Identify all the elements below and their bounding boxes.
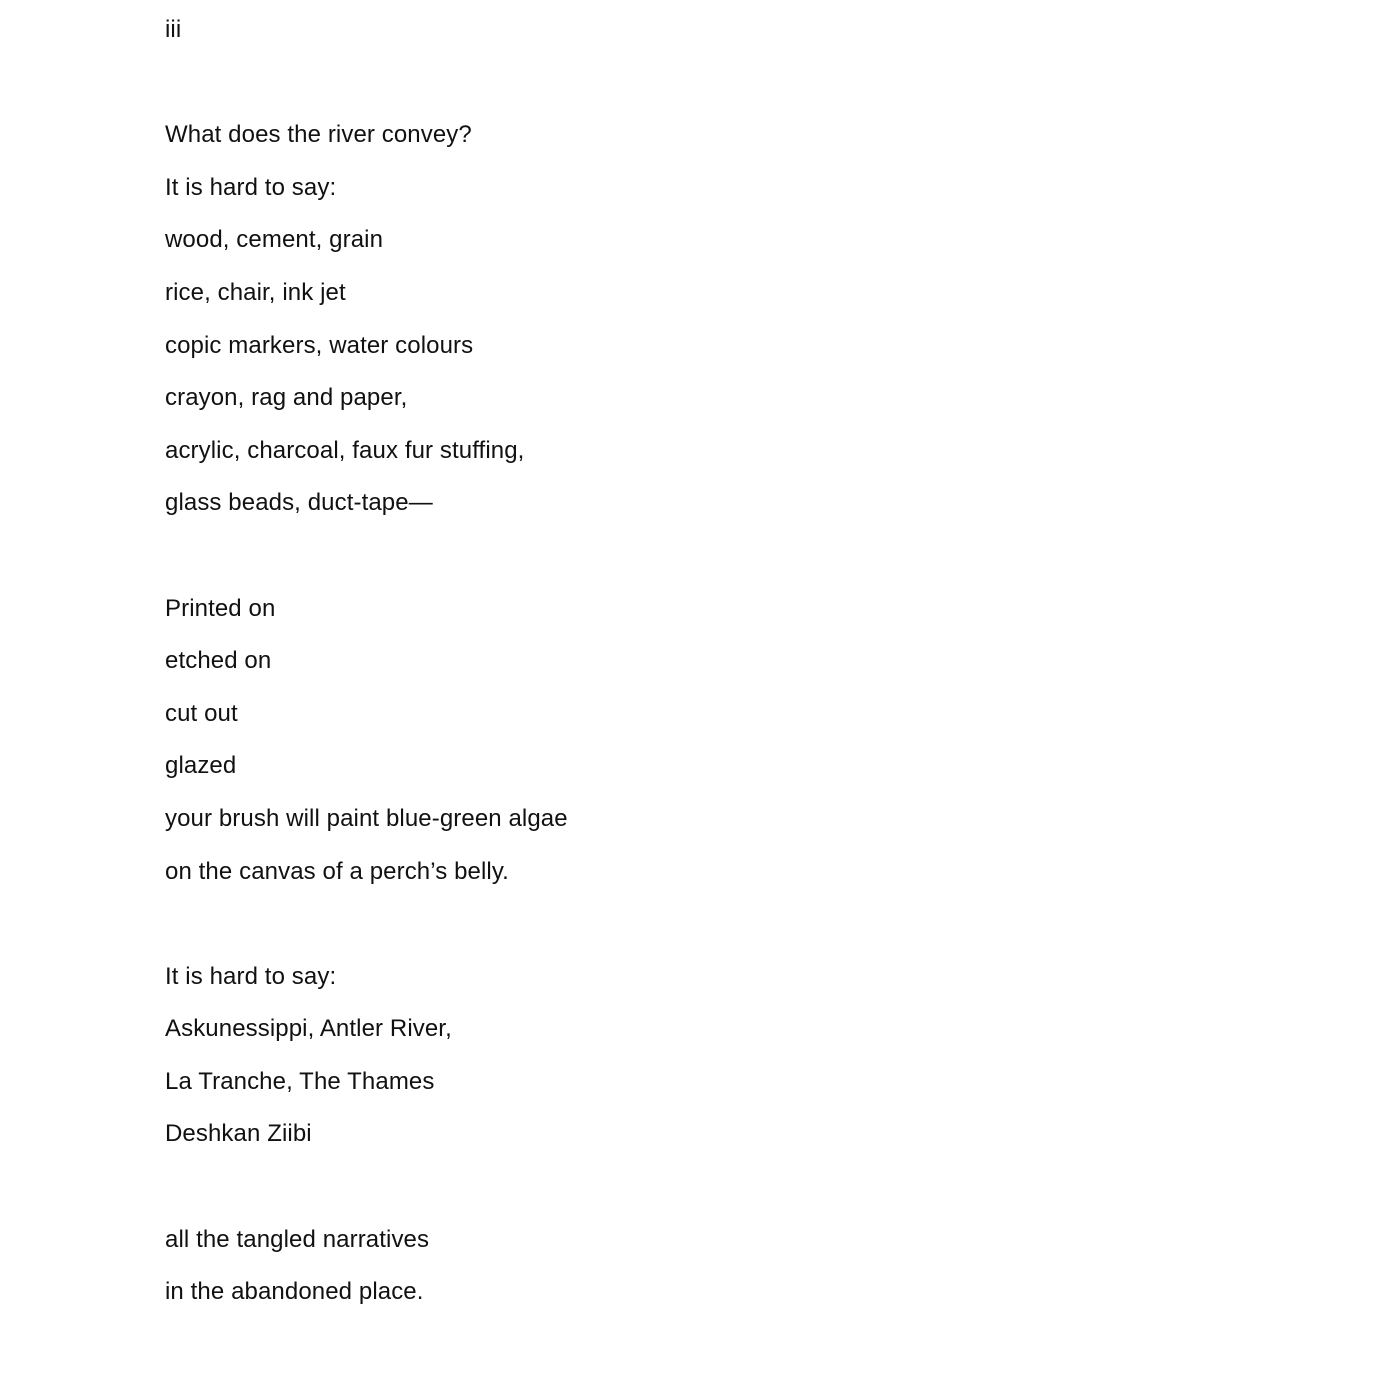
poem-line: on the canvas of a perch’s belly. [165,857,509,885]
stanza-2 [165,593,568,909]
poem-line: Askunessippi, Antler River, [165,1015,452,1043]
poem-line: It is hard to say: [165,962,337,990]
stanza-break [165,540,568,593]
stanza-break [165,67,568,120]
poem-line: etched on [165,647,272,675]
poem-line: glass beads, duct-tape— [165,489,433,517]
poem-line: your brush will paint blue-green algae [165,804,568,832]
poem-line: wood, cement, grain [165,226,384,254]
poem-line: La Tranche, The Thames [165,1067,435,1095]
poem-line: crayon, rag and paper, [165,384,408,412]
stanza-break [165,908,568,961]
poem-body [165,14,568,1329]
stanza-4 [165,1224,568,1329]
stanza-break [165,1171,568,1224]
poem-line: It is hard to say: [165,173,337,201]
poem-line: all the tangled narratives [165,1225,430,1253]
poem-line: cut out [165,699,238,727]
poem-line: acrylic, charcoal, faux fur stuffing, [165,436,525,464]
poem-line: What does the river convey? [165,121,472,149]
poem-line: glazed [165,752,237,780]
section-number: iii [165,16,182,43]
poem-line: Deshkan Ziibi [165,1120,312,1148]
poem-line: rice, chair, ink jet [165,278,346,306]
poem-line: copic markers, water colours [165,331,474,359]
poem-line: Printed on [165,594,276,622]
stanza-3 [165,961,568,1171]
stanza-1 [165,119,568,540]
poem-line: in the abandoned place. [165,1278,424,1306]
